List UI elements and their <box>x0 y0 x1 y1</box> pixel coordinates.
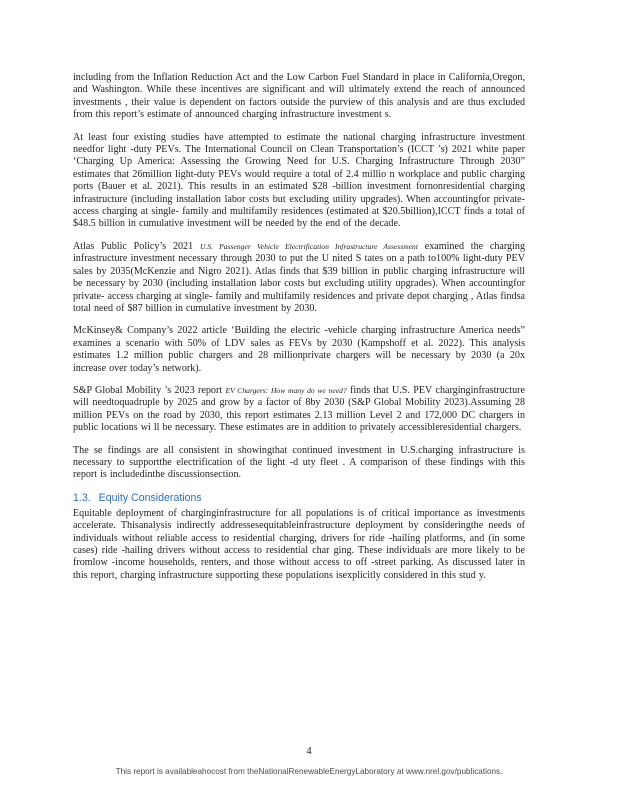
section-title: Equity Considerations <box>98 491 202 504</box>
paragraph-equity: Equitable deployment of charginginfrastructure for all populations is of critical importance as investments accelerate. Thisanalysis indirectly addressesequitableinfrastructure deployment by consideringthe needs of individuals without reliable access to residential charging, drivers for ride -hailing platforms, and (in some cases) ride -hailing drivers without access to residential char ging. These individuals are more likely to be fromlow -income households, renters, and those without access to off -street parking. As discussed later in this report, charging infrastructure supporting these populations isexplicitly considered in this stud y. <box>73 507 525 581</box>
sp-report-title: EV Chargers: How many do we need? <box>225 385 347 395</box>
atlas-text-after: examined the charging infrastructure investment necessary through 2030 to put the U nited S tates on a path to100% light-duty PEV sales by 2035(McKenzie and Nigro 2021). Atlas finds that $39 billion in public charging infrastructure will be necessary by 2030 (including installation labor costs but excluding utility upgrades). When accountingfor private- access charging at single- family and multifamily residences and private depot charging , Atlas findsa total need of $87 billion in cumulative investment by 2030. <box>73 240 525 314</box>
paragraph-incentives: including from the Inflation Reduction Act and the Low Carbon Fuel Standard in place in California,Oregon, and Washington. While these incentives are significant and will ultimately extend the reach of announced investments , their value is dependent on factors outside the purview of this analysis and are thus excluded from this report’s estimate of announced charging infrastructure investment s. <box>73 72 525 121</box>
atlas-report-title: U.S. Passenger Vehicle Electrification Infrastructure Assessment <box>199 241 418 251</box>
sp-text-before: S&P Global Mobility ’s 2023 report <box>73 384 223 396</box>
paragraph-findings-summary: The se findings are all consistent in showingthat continued investment in U.S.charging infrastructure is necessary to supportthe electrification of the light -d uty fleet . A comparison of these findings with this report is includedinthe discussionsection. <box>73 444 525 481</box>
page-number: 4 <box>306 746 312 757</box>
section-number: 1.3. <box>73 491 91 504</box>
sp-text-after: finds that U.S. PEV charginginfrastructure will needtoquadruple by 2025 and grow by a factor of 8by 2030 (S&P Global Mobility 2023).Assuming 28 million PEVs on the road by 2030, this report estimates 2.13 million Level 2 and 172,000 DC chargers in public locations wi ll be necessary. These estimates are in addition to privately accessibleresidential chargers. <box>73 384 525 434</box>
paragraph-sp-study <box>73 385 525 435</box>
atlas-text-before: Atlas Public Policy’s 2021 <box>73 240 194 252</box>
paragraph-atlas-study <box>73 241 525 315</box>
footer-note: This report is availableahocost from theNationalRenewableEnergyLaboratory at www.nrel.gov/publications. <box>115 767 503 776</box>
page-body <box>73 72 525 592</box>
paragraph-mckinsey-study: McKinsey& Company’s 2022 article ‘Building the electric -vehicle charging infrastructure America needs” examines a scenario with 50% of LDV sales as FEVs by 2030 (Kampshoff et al. 2022). This analysis estimates 1.2 million public chargers and 28 millionprivate chargers will be necessary by 2030 (a 20x increase over today’s network). <box>73 325 525 374</box>
section-heading <box>73 492 525 504</box>
paragraph-icct-study: At least four existing studies have attempted to estimate the national charging infrastructure investment needfor light -duty PEVs. The International Council on Clean Transportation’s (ICCT ’s) 2021 white paper ‘Charging Up America: Assessing the Growing Need for U.S. Charging Infrastructure Through 2030” estimates that 26million light-duty PEVs would require a total of 2.4 millio n workplace and public charging ports (Bauer et al. 2021). This results in an estimated $28 -billion investment fornonresidential charging infrastructure (including installation labor costs but excluding utility upgrades). When accountingfor private- access charging at single- family and multifamily residences (estimated at $20.5billion),ICCT finds a total of $48.5 billion in cumulative investment will be needed by the end of the decade. <box>73 131 525 230</box>
